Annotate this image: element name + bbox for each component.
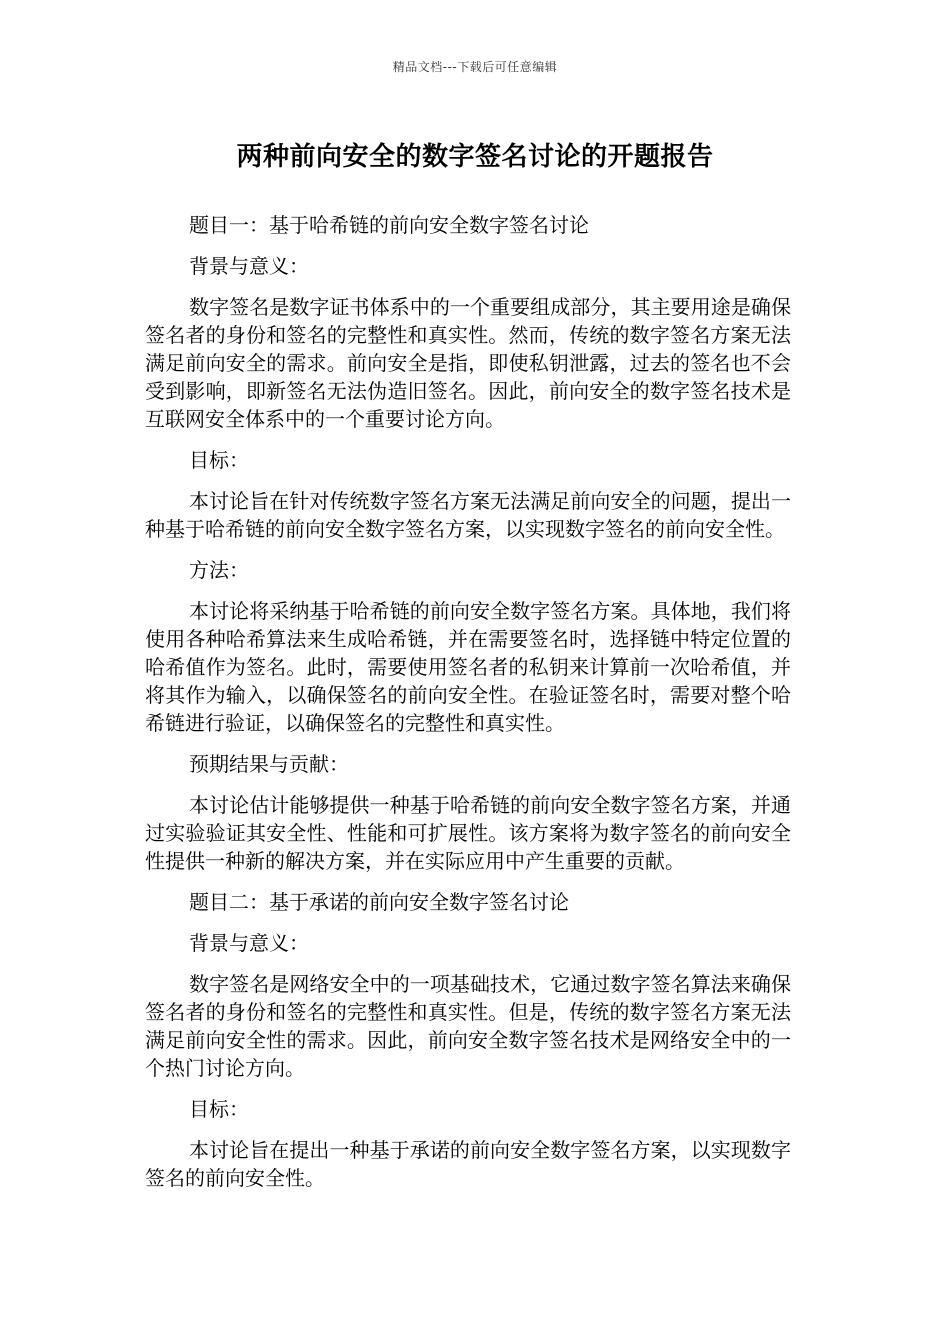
paragraph-results: 本讨论估计能够提供一种基于哈希链的前向安全数字签名方案，并通过实验验证其安全性、性能和可扩展性。该方案将为数字签名的前向安全性提供一种新的解决方案，并在实际应用中产生重要的贡献。 [145,793,791,873]
section-label-background: 背景与意义： [189,254,309,278]
section-label-results: 预期结果与贡献： [189,752,349,776]
document-title: 两种前向安全的数字签名讨论的开题报告 [236,142,714,172]
section-label-background: 背景与意义： [189,931,309,955]
section-label-method: 方法： [189,558,249,582]
topic-one-heading: 题目一：基于哈希链的前向安全数字签名讨论 [189,213,589,237]
header-note: 精品文档---下载后可任意编辑 [392,60,558,74]
paragraph-background: 数字签名是数字证书体系中的一个重要组成部分，其主要用途是确保签名者的身份和签名的完整性和真实性。然而，传统的数字签名方案无法满足前向安全的需求。前向安全是指，即使私钥泄露，过去的签名也不会受到影响，即新签名无法伪造旧签名。因此，前向安全的数字签名技术是互联网安全体系中的一个重要讨论方向。 [145,295,791,431]
document-body [145,211,791,1205]
section-label-goal: 目标： [189,448,249,472]
section-label-goal: 目标： [189,1097,249,1121]
paragraph-goal: 本讨论旨在提出一种基于承诺的前向安全数字签名方案，以实现数字签名的前向安全性。 [145,1138,791,1190]
topic-two-heading: 题目二：基于承诺的前向安全数字签名讨论 [189,890,569,914]
paragraph-background: 数字签名是网络安全中的一项基础技术，它通过数字签名算法来确保签名者的身份和签名的完整性和真实性。但是，传统的数字签名方案无法满足前向安全性的需求。因此，前向安全数字签名技术是网络安全中的一个热门讨论方向。 [145,972,791,1080]
paragraph-goal: 本讨论旨在针对传统数字签名方案无法满足前向安全的问题，提出一种基于哈希链的前向安全数字签名方案，以实现数字签名的前向安全性。 [145,489,791,541]
paragraph-method: 本讨论将采纳基于哈希链的前向安全数字签名方案。具体地，我们将使用各种哈希算法来生成哈希链，并在需要签名时，选择链中特定位置的哈希值作为签名。此时，需要使用签名者的私钥来计算前一次哈希值，并将其作为输入，以确保签名的前向安全性。在验证签名时，需要对整个哈希链进行验证，以确保签名的完整性和真实性。 [145,599,791,735]
